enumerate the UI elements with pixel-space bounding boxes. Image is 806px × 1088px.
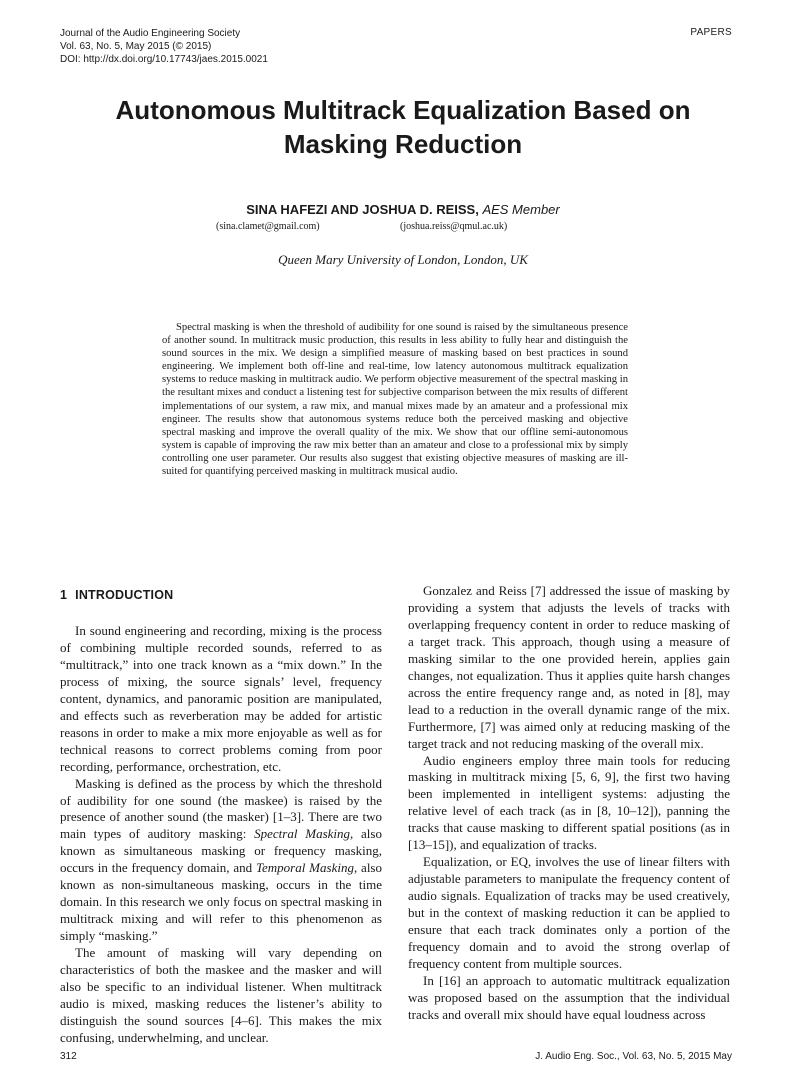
section-title: INTRODUCTION bbox=[75, 588, 174, 602]
author-membership: AES Member bbox=[482, 202, 560, 217]
journal-doi: DOI: http://dx.doi.org/10.17743/jaes.2015.0021 bbox=[60, 54, 268, 65]
author-line bbox=[0, 202, 806, 217]
intro-paragraph-1: In sound engineering and recording, mixing is the process of combining multiple recorded sounds, referred to as “multitrack,” into one track known as a “mix down.” In the process of mixing, the source signals’ level, frequency content, dynamics, and panoramic position are manipulated, and effects such as reverberation may be added for artistic reasons in order to make a mix more enjoyable as well as for technical reasons to correct problems coming from poor recording, performance, orchestration, etc. bbox=[60, 623, 382, 774]
section-label: PAPERS bbox=[690, 27, 732, 38]
term-spectral-masking: Spectral Masking bbox=[254, 826, 351, 842]
intro-paragraph-4: Gonzalez and Reiss [7] addressed the issue of masking by providing a system that adjusts the levels of tracks with overlapping frequency content in order to reduce masking of a target track. This approach, though using a measure of masking similar to the one provided herein, applies gain changes, not equalization. Thus it applies quite harsh changes across the entire frequency range and, as noted in [8], may lead to a reduction in the overall dynamic range of the mix. Furthermore, [7] was aimed only at reducing masking of the target track and not reducing masking of the overall mix. bbox=[408, 583, 730, 751]
section-number: 1 bbox=[60, 588, 68, 602]
page-number: 312 bbox=[60, 1051, 77, 1062]
abstract: Spectral masking is when the threshold of audibility for one sound is raised by the simultaneous presence of another sound. In multitrack music production, this results in less ability to fully hear and distinguish the sound sources in the mix. We design a simplified measure of masking based on best practices in sound engineering. We implement both off-line and real-time, low latency autonomous multitrack equalization systems to reduce masking in multitrack audio. We perform objective measurement of the spectral masking in the resultant mixes and conduct a listening test for subjective comparison between the mix results of different implementations of our system, a raw mix, and manual mixes made by an amateur and a professional mix engineer. The results show that autonomous systems reduce both the perceived masking and objective spectral masking and improve the overall quality of the mix. We show that our offline semi-autonomous system is capable of improving the raw mix better than an amateur and close to a professional mix by simply controlling one user parameter. Our results also suggest that existing objective measures of masking are ill-suited for quantifying perceived masking in multitrack musical audio. bbox=[162, 322, 628, 478]
title-line-2: Masking Reduction bbox=[283, 129, 523, 159]
journal-header bbox=[60, 27, 268, 66]
intro-paragraph-7: In [16] an approach to automatic multitrack equalization was proposed based on the assumption that the individual tracks and overall mix should have equal loudness across bbox=[408, 972, 730, 1022]
journal-volume: Vol. 63, No. 5, May 2015 (© 2015) bbox=[60, 41, 212, 52]
journal-name: Journal of the Audio Engineering Society bbox=[60, 28, 241, 39]
author-email-1: (sina.clamet@gmail.com) bbox=[216, 221, 320, 232]
term-temporal-masking: Temporal Masking bbox=[255, 860, 354, 876]
intro-paragraph-3: The amount of masking will vary depending on characteristics of both the maskee and the masker and will also be specific to an individual listener. When multitrack audio is mixed, masking reduces the listener’s ability to distinguish the sound sources [4–6]. This makes the mix confusing, underwhelming, and unclear. bbox=[60, 945, 382, 1045]
intro-paragraph-2: Masking is defined as the process by which the threshold of audibility for one sound (the maskee) is raised by the presence of another sound (the masker) [1–3]. There are two main types of auditory masking: Spectral Masking, also known as simultaneous masking or frequency masking, occurs in the frequency domain, and Temporal Masking, also known as non-simultaneous masking, occurs in the time domain. In this research we only focus on spectral masking in multitrack mixing and will refer to this phenomenon as simply “masking.” bbox=[60, 775, 382, 944]
intro-paragraph-6: Equalization, or EQ, involves the use of linear filters with adjustable parameters to manipulate the frequency content of audio signals. Equalization of tracks may be used creatively, but in the context of masking reduction it can be applied to ensure that each track dominates only a portion of the frequency domain and to avoid the strong overlap of frequency content from multiple sources. bbox=[408, 854, 730, 971]
author-names: SINA HAFEZI AND JOSHUA D. REISS, bbox=[246, 202, 479, 217]
right-column bbox=[408, 583, 730, 1024]
intro-paragraph-5: Audio engineers employ three main tools for reducing masking in multitrack mixing [5, 6, 9], the first two having been implemented in intelligent systems: adjusting the relative level of each track (as in [8, 10–12]), panning the tracks that cause masking to different spatial positions (as in [13–15]), and equalization of tracks. bbox=[408, 752, 730, 853]
title-line-1: Autonomous Multitrack Equalization Based on bbox=[115, 95, 691, 125]
paper-title bbox=[40, 93, 766, 161]
affiliation: Queen Mary University of London, London, UK bbox=[278, 252, 528, 267]
footer-citation: J. Audio Eng. Soc., Vol. 63, No. 5, 2015 May bbox=[535, 1051, 732, 1062]
section-heading bbox=[60, 583, 382, 607]
left-column bbox=[60, 583, 382, 1047]
author-email-2: (joshua.reiss@qmul.ac.uk) bbox=[400, 221, 508, 232]
